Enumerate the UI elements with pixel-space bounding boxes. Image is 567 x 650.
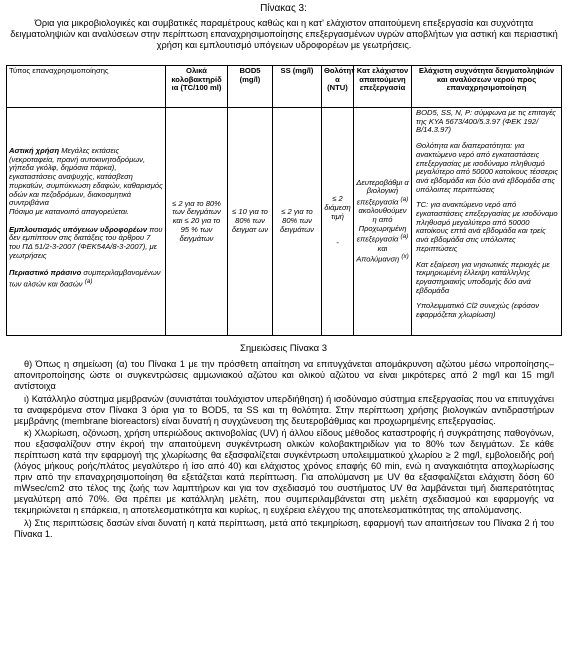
notes-title: Σημειώσεις Πίνακα 3 xyxy=(239,343,328,354)
cell-bod5: ≤ 10 για το 80% των δειγματ ων xyxy=(228,108,273,336)
cell-turbidity xyxy=(322,108,354,336)
header-turbidity: Θολότητ α (NTU) xyxy=(322,66,354,108)
treatment-advanced: ακολουθούμεν η από Προχωρημένη επεξεργασία xyxy=(356,206,407,244)
header-min-frequency: Ελάχιστη συχνότητα δειγματοληψιών και αναλύσεων νερού προς επαναχρησιμοποίηση xyxy=(412,66,562,108)
turbidity-value: ≤ 2 διάμεση τιμή xyxy=(324,194,351,221)
freq-bod-ss-np: BOD5, SS, N, P: σύμφωνα με τις επιταγές της ΚΥΑ 5673/400/5.3.97 (ΦΕΚ 192/Β/14.3.97) xyxy=(416,108,556,135)
note-lambda: λ) Στις περιπτώσεις δασών είναι δυνατή η κατά περίπτωση, μετά από τεκμηρίωση, εφαρμογή των απαιτήσεων του Πίνακα 2 ή του Πίνακα 1. xyxy=(14,517,554,539)
cell-coliforms: ≤ 2 για το 80% των δειγμάτων και ≤ 20 για το 95 % των δειγμάτων xyxy=(166,108,228,336)
cell-reuse-type xyxy=(7,108,166,336)
table-title: Πίνακας 3: xyxy=(260,3,307,14)
aquifer-text: που δεν εμπίπτουν στις διατάξεις του άρθρου 7 του ΠΔ 51/2-3-2007 (ΦΕΚ54Α/8-3-2007), με γεωτρήσεις xyxy=(9,224,163,260)
urban-use-text: Μεγάλες εκτάσεις (νεκροταφεία, πρανή αυτοκινητοδρόμων, γήπεδα γκόλφ, δημόσια πάρκα), εγκαταστάσεις αναψυχής, κατάσβεση πυρκαϊών, συμπύκνωση εδαφών, καθαρισμός οδών και πεζοδρόμων, διακοσμητικά συντριβάνια xyxy=(9,146,163,208)
header-min-treatment: Κατ ελάχιστον απαιτούμενη επεξεργασία xyxy=(354,66,412,108)
header-reuse-type: Τύπος επαναχρησιμοποίησης xyxy=(7,66,166,108)
header-total-coliforms: Ολικά κολοβακτηρίδ ια (TC/100 ml) xyxy=(166,66,228,108)
periurban-title: Περιαστικό πράσινο xyxy=(9,268,82,278)
notes-section xyxy=(14,359,554,542)
note-kappa: κ) Χλωρίωση, οζόνωση, χρήση υπεριώδους ακτινοβολίας (UV) ή άλλου είδους μέθοδος καταστροφής ή συγκράτησης παθογόνων, που εξασφαλίζουν στην έκροή την απαιτούμενη συγκέντρωση ολικών κολοβακτηριδίων για το 80% των δειγμάτων. Σε κάθε περίπτωση κατά την εφαρμογή της χλωρίωσης θα εξασφαλίζεται συγκέντρωση υπολειμματικού χλωρίου ≥ 2 mg/l, εμβολοειδής ροή (λόγος μήκους ροής/πλάτος μεγαλύτερο ή ίσο από 40) και ελάχιστος χρόνος επαφής 60 min, ενώ η αναγκαιότητα αποχλωρίωσης πριν από την επαναχρησιμοποίηση θα εξετάζεται κατά περίπτωση. Για απολύμανση με UV θα εξασφαλίζεται ελάχιστη δόση 60 mWsec/cm2 στο τέλος της ζωής των λαμπτήρων και για τον σχεδιασμό του συστήματος UV θα λαμβάνεται τιμή διαπερατότητας μεγαλύτερη από 70%. Θα πρέπει με κατάλληλη μελέτη, που συμπεριλαμβάνεται στη μελέτη σχεδιασμού και εφαρμογής να τεκμηριώνεται η επάρκεια, η αποτελεσματικότητα και κυρίως, η ευχέρεια ελέγχου της αποτελεσματικότητας της απολύμανσης. xyxy=(14,428,554,515)
treatment-sup-3: (x) xyxy=(401,253,409,261)
freq-turbidity: Θολότητα και διαπερατότητα: για ανακτώμενο νερό από εγκαταστάσεις επεξεργασίας με ισοδύναμο πληθυσμό μεγαλύτερο από 50000 κατοίκους τέσσερις ανά εβδομάδα και δύο ανά εβδομάδα στις υπόλοιπες περιπτώσεις xyxy=(416,141,559,194)
freq-tc: TC: για ανακτώμενο νερό από εγκαταστάσεις επεξεργασίας με ισοδύναμο πληθυσμό μεγαλύτερο από 50000 κατοίκους επτά ανά εβδομάδα και τρείς ανά εβδομάδα στις υπόλοιπες περιπτώσεις xyxy=(416,200,558,253)
header-ss: SS (mg/l) xyxy=(273,66,322,108)
aquifer-entry xyxy=(9,226,163,261)
note-theta: θ) Όπως η σημείωση (α) του Πίνακα 1 με την πρόσθετη απαίτηση να επιτυγχάνεται απομάκρυνση αζώτου μέσω νιτροποίησης–απονιτροποίησης ώστε οι συγκεντρώσεις αμμωνιακού αζώτου και ολικού αζώτου να είναι μικρότερες από 2 mg/l και 15 mg/l αντίστοιχα xyxy=(14,359,554,391)
periurban-entry xyxy=(9,269,163,289)
treatment-disinfection: και Απολύμανση xyxy=(356,243,400,264)
treatment-sup-2: (a) xyxy=(400,233,409,241)
header-bod5: BOD5 (mg/l) xyxy=(228,66,273,108)
treatment-secondary: Δευτεροβάθμι α βιολογική επεξεργασία xyxy=(356,177,409,207)
cell-ss: ≤ 2 για το 80% των δειγμάτων xyxy=(273,108,322,336)
freq-chlorine: Υπολειμματικό Cl2 συνεχώς (εφόσον εφαρμόζεται χλωρίωση) xyxy=(416,301,540,320)
periurban-text: συμπεριλαμβανομένων των αλσών και δασών xyxy=(9,268,161,289)
table-body-row xyxy=(7,108,562,336)
freq-islands: Κατ εξαίρεση για νησιωτικές περιοχές με τεκμηριωμένη έλλειψη κατάλληλης εργαστηριακής υποδομής δύο ανά εβδομάδα xyxy=(416,259,550,295)
periurban-sup: (a) xyxy=(84,278,93,286)
urban-use-title: Αστική χρήση xyxy=(9,146,60,155)
treatment-sup-1: (a) xyxy=(400,195,409,203)
table-header-row xyxy=(7,66,562,108)
cell-treatment xyxy=(354,108,412,336)
turbidity-dash: - xyxy=(336,238,339,248)
table-intro: Όρια για μικροβιολογικές και συμβατικές παραμέτρους καθώς και η κατ' ελάχιστον απαιτούμενη επεξεργασία και συχνότητα δειγματοληψιών και αναλύσεων στην περίπτωση επαναχρησιμοποίησης επεξεργασμένων υγρών αποβλήτων για αστική και περιαστική χρήση και εμπλουτισμό υπόγειων υδροφορέων με γεωτρήσεις. xyxy=(10,18,558,50)
urban-use-note: Πόσιμο με κατανοιπό απαγορεύεται. xyxy=(9,206,130,216)
urban-use-entry xyxy=(9,147,163,208)
limits-table xyxy=(6,65,562,336)
cell-frequency xyxy=(412,108,562,336)
aquifer-title: Εμπλουτισμός υπόγειων υδροφορέων xyxy=(9,224,148,234)
note-iota: ι) Κατάλληλο σύστημα μεμβρανών (συνιστάται τουλάχιστον υπερδιήθηση) ή ισοδύναμο σύστημα επεξεργασίας που να επιτυγχάνει τα αναφερόμενα στον Πίνακα 3 όρια για το BOD5, τα SS και τη θολότητα. Στην περίπτωση χρήσης βιολογικών αντιδραστήρων μεμβράνης (membrane bioreactors) είναι δυνατή η συγχώνευση της δευτεροβάθμιας και προχωρημένης επεξεργασίας. xyxy=(14,393,554,426)
